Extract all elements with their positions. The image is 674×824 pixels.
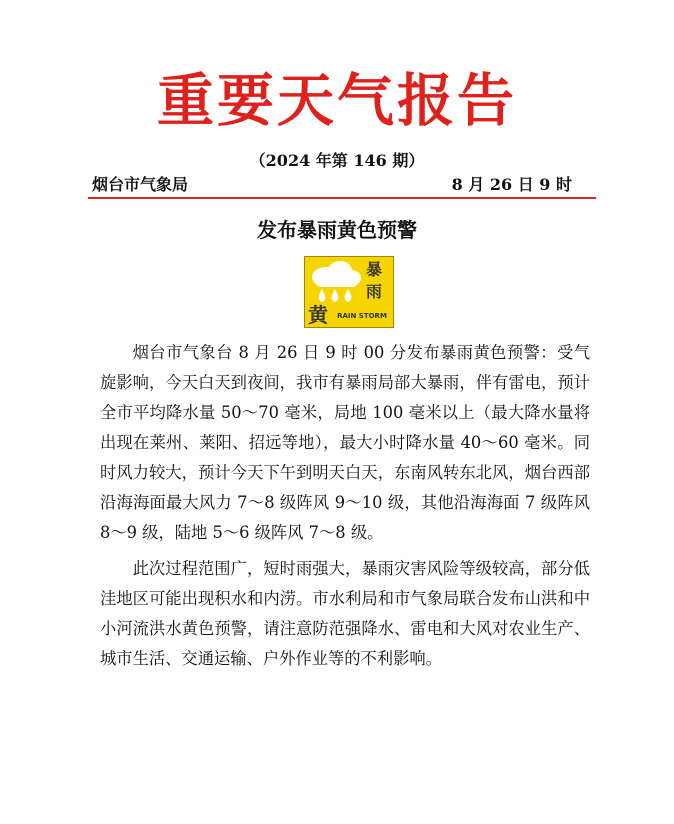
issue-number: （2024 年第 146 期） <box>249 151 425 170</box>
warning-english-label: RAIN STORM <box>337 312 387 320</box>
body-paragraph: 烟台市气象台 8 月 26 日 9 时 00 分发布暴雨黄色预警：受气旋影响，今天白天到夜间，我市有暴雨局部大暴雨，伴有雷电，预计全市平均降水量 50～70 毫米，局地 100 毫米以上（最大降水量将出现在莱州、莱阳、招远等地），最大小时降水量 40～60 毫米。同时风力较大，预计今天下午到明天白天，东南风转东北风，烟台西部沿海海面最大风力 7～8 级阵风 9～10 级，其他沿海海面 7 级阵风 8～9 级，陆地 5～6 级阵风 7～8 级。 <box>100 343 590 542</box>
warning-level-char: 黄 <box>308 303 328 327</box>
issue-date: 8 月 26 日 9 时 <box>451 175 572 194</box>
header-divider <box>88 197 596 199</box>
issuing-bureau: 烟台市气象局 <box>92 175 189 194</box>
report-meta-row <box>92 174 572 196</box>
report-title: 重要天气报告 <box>157 67 517 134</box>
warning-headline: 发布暴雨黄色预警 <box>257 218 417 242</box>
body-paragraph: 此次过程范围广，短时雨强大，暴雨灾害风险等级较高，部分低洼地区可能出现积水和内涝。市水利局和市气象局联合发布山洪和中小河流洪水黄色预警，请注意防范强降水、雷电和大风对农业生产、城市生活、交通运输、户外作业等的不利影响。 <box>100 559 590 668</box>
warning-icon-graphic <box>304 256 394 328</box>
warning-char-mid: 雨 <box>365 282 383 301</box>
rainstorm-yellow-warning-icon <box>304 256 394 328</box>
warning-char-top: 暴 <box>365 260 383 279</box>
report-body <box>100 338 590 680</box>
